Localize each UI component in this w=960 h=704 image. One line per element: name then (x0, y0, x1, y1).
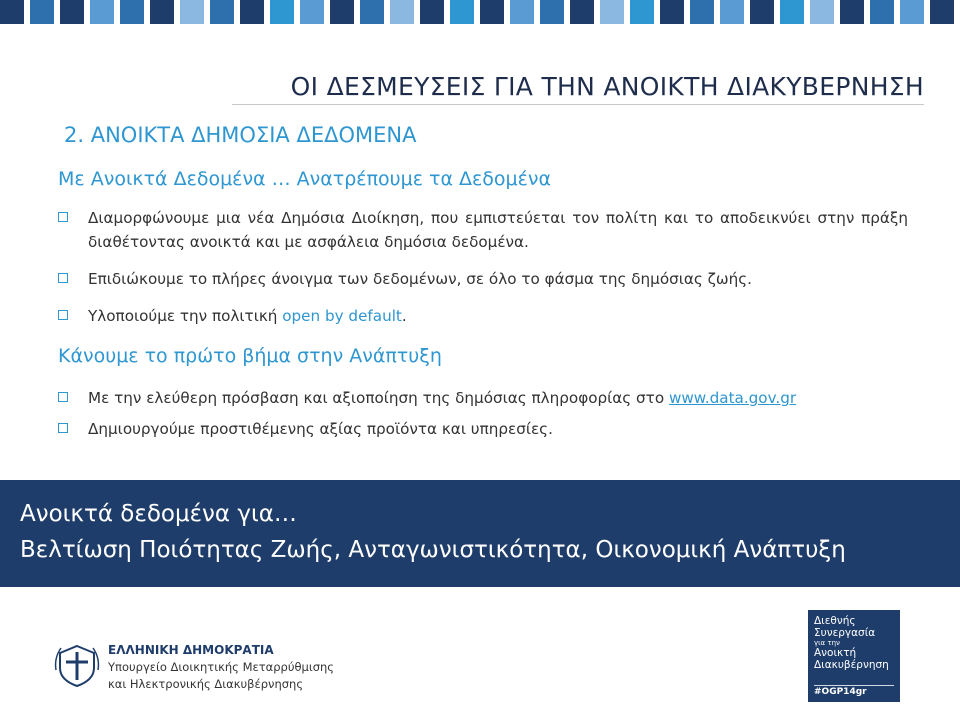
list-item (58, 417, 908, 441)
slide-title: ΟΙ ΔΕΣΜΕΥΣΕΙΣ ΓΙΑ ΤΗΝ ΑΝΟΙΚΤΗ ΔΙΑΚΥΒΕΡΝΗΣΗ (290, 72, 924, 101)
decorative-square (840, 0, 864, 24)
list-item (58, 206, 908, 254)
bullet-suffix: . (401, 307, 407, 325)
decorative-square (810, 0, 834, 24)
list-item (58, 304, 908, 328)
ogp-line-3: για την (814, 639, 840, 647)
bullet-text: Υλοποιούμε την πολιτική (88, 307, 283, 325)
decorative-square (870, 0, 894, 24)
ministry-logo-text (108, 642, 334, 693)
ministry-line-1: Υπουργείο Διοικητικής Μεταρρύθμισης (108, 660, 335, 674)
bullet-text: Διαμορφώνουμε μια νέα Δημόσια Διοίκηση, που εμπιστεύεται τον πολίτη και το αποδεικνύει στην πράξη διαθέτοντας ανοικτά και με ασφάλεια δημόσια δεδομένα. (88, 209, 908, 251)
decorative-square (630, 0, 654, 24)
decorative-square (300, 0, 324, 24)
ogp-line-1: Διεθνής (814, 615, 856, 627)
decorative-square (780, 0, 804, 24)
decorative-square (120, 0, 144, 24)
country-name: ΕΛΛΗΝΙΚΗ ΔΗΜΟΚΡΑΤΙΑ (108, 643, 274, 657)
decorative-square (30, 0, 54, 24)
ogp-line-5: Διακυβέρνηση (814, 659, 889, 671)
ogp-hashtag: #OGP14gr (814, 687, 867, 697)
subheading-open-data: Με Ανοικτά Δεδομένα … Ανατρέπουμε τα Δεδομένα (58, 168, 552, 190)
ogp-line-4: Ανοικτή (814, 647, 857, 659)
subheading-development: Κάνουμε το πρώτο βήμα στην Ανάπτυξη (58, 345, 442, 367)
decorative-square (570, 0, 594, 24)
decorative-square (540, 0, 564, 24)
decorative-square (420, 0, 444, 24)
bullet-list-2 (58, 386, 908, 441)
decorative-square (90, 0, 114, 24)
checkbox-bullet-icon (58, 310, 68, 320)
decorative-square (690, 0, 714, 24)
decorative-square (930, 0, 954, 24)
list-item (58, 267, 908, 291)
decorative-square (60, 0, 84, 24)
bullet-text: Με την ελεύθερη πρόσβαση και αξιοποίηση της δημόσιας πληροφορίας στο (88, 389, 669, 407)
decorative-square (900, 0, 924, 24)
checkbox-bullet-icon (58, 423, 68, 433)
open-by-default-highlight: open by default (282, 307, 402, 325)
decorative-square (150, 0, 174, 24)
title-divider (232, 104, 924, 105)
greek-coat-of-arms-icon (52, 640, 102, 690)
decorative-square (720, 0, 744, 24)
banner-line-2: Βελτίωση Ποιότητας Ζωής, Ανταγωνιστικότητα, Οικονομική Ανάπτυξη (20, 537, 846, 563)
ogp-line-2: Συνεργασία (814, 627, 876, 639)
decorative-square (450, 0, 474, 24)
decorative-square (360, 0, 384, 24)
highlight-banner (0, 480, 960, 587)
decorative-square-strip (0, 0, 960, 28)
bullet-list-1 (58, 206, 908, 328)
checkbox-bullet-icon (58, 273, 68, 283)
decorative-square (390, 0, 414, 24)
decorative-square (330, 0, 354, 24)
ministry-line-2: και Ηλεκτρονικής Διακυβέρνησης (108, 677, 304, 691)
decorative-square (510, 0, 534, 24)
banner-line-1: Ανοικτά δεδομένα για… (20, 501, 297, 527)
decorative-square (210, 0, 234, 24)
ogp-logo (808, 610, 900, 702)
decorative-square (660, 0, 684, 24)
section-heading: 2. ΑΝΟΙΚΤΑ ΔΗΜΟΣΙΑ ΔΕΔΟΜΕΝΑ (64, 123, 417, 147)
decorative-square (480, 0, 504, 24)
bullet-text: Επιδιώκουμε το πλήρες άνοιγμα των δεδομένων, σε όλο το φάσμα της δημόσιας ζωής. (88, 270, 752, 288)
list-item (58, 386, 908, 410)
decorative-square (750, 0, 774, 24)
decorative-square (240, 0, 264, 24)
bullet-text: Δημιουργούμε προστιθέμενης αξίας προϊόντα και υπηρεσίες. (88, 420, 553, 438)
decorative-square (600, 0, 624, 24)
data-gov-link[interactable]: www.data.gov.gr (668, 389, 797, 407)
decorative-square (180, 0, 204, 24)
checkbox-bullet-icon (58, 212, 68, 222)
decorative-square (270, 0, 294, 24)
decorative-square (0, 0, 24, 24)
checkbox-bullet-icon (58, 392, 68, 402)
